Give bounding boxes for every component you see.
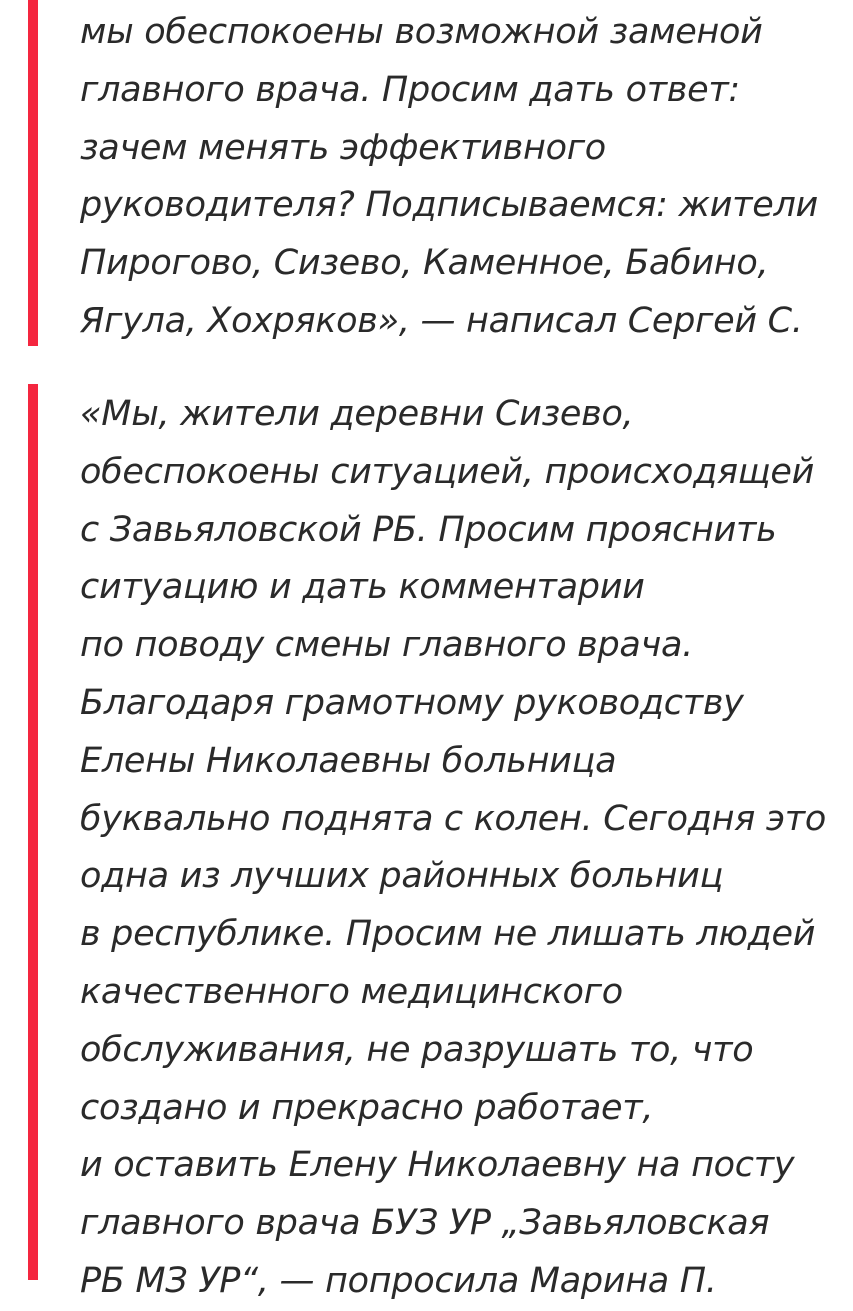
quote-line: мы обеспокоены возможной заменой [80, 12, 763, 52]
quote-text [80, 4, 840, 351]
quote-line: Пирогово, Сизево, Каменное, Бабино, [80, 243, 769, 284]
quote-line: Ягула, Хохряков», — написал Сергей С. [80, 300, 803, 341]
quote-line: «Мы, жители деревни Сизево, [80, 394, 634, 434]
quote-line: буквально поднята с колен. Сегодня это [80, 798, 826, 839]
quote-line: РБ МЗ УР“, — попросила Марина П. [80, 1260, 717, 1301]
quote-line: обеспокоены ситуацией, происходящей [80, 451, 815, 492]
quote-text [80, 386, 840, 1311]
quote-line: главного врача БУЗ УР „Завьяловская [80, 1203, 770, 1244]
quote-line: зачем менять эффективного [80, 127, 606, 168]
quote-line: главного врача. Просим дать ответ: [80, 69, 740, 110]
quote-line: по поводу смены главного врача. [80, 625, 693, 666]
quote-line: и оставить Елену Николаевну на посту [80, 1145, 795, 1186]
quote-line: создано и прекрасно работает, [80, 1087, 654, 1128]
blockquote-sergey [0, 0, 853, 346]
quote-accent-bar [28, 0, 38, 346]
quote-line: качественного медицинского [80, 971, 623, 1012]
quote-accent-bar [28, 384, 38, 1280]
quote-line: Елены Николаевны больница [80, 740, 617, 781]
quote-line: одна из лучших районных больниц [80, 856, 724, 897]
quote-line: в республике. Просим не лишать людей [80, 914, 816, 955]
blockquote-marina [0, 384, 853, 1301]
quote-line: с Завьяловской РБ. Просим прояснить [80, 509, 777, 550]
quote-line: Благодаря грамотному руководству [80, 682, 744, 723]
quote-line: обслуживания, не разрушать то, что [80, 1029, 754, 1070]
quote-line: руководителя? Подписываемся: жители [80, 185, 819, 226]
quote-line: ситуацию и дать комментарии [80, 567, 645, 608]
